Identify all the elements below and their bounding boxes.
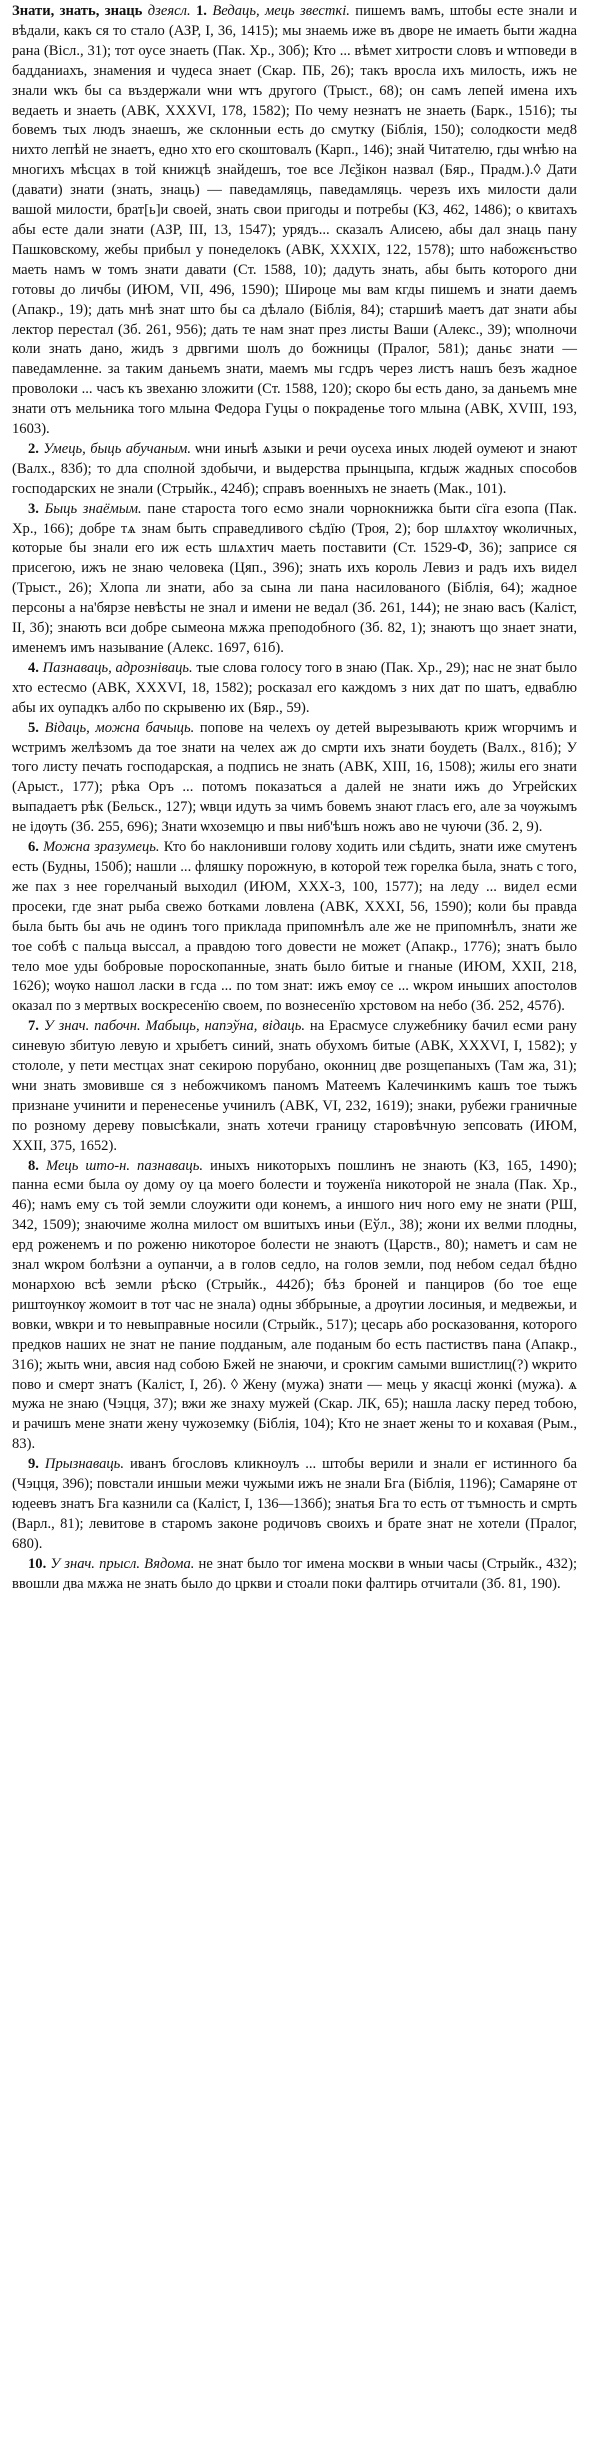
sense-definition: Можна зразумець.	[43, 839, 160, 856]
sense-text: пишемъ вамъ, штобы есте знали и вѣдали, какъ ся то стало (АЗР, I, 36, 1415); мы знаемь иже въ дворе не имаеть быти жадна рана (Віcл., 31); тот оусе знаеть (Пак. Хр., 30б); Кто ... вѣмет хитрости словъ и ѡтповеди в бадданиахъ, знамения и чудеса знает (Скар. ПБ, 26); такъ вросла ихъ милость, ижъ не знали ѡкъ бы са въздержали ѡни ѡтъ другого (Трыст., 68); он самъ лепей имена ихъ ведаеть и знаеть (АВК, XXXVI, 178, 1582); По чему незнатъ не знаеть (Барк., 1516); ты бовемъ тых людъ знаешъ, же склонныи есть до смутку (Біблія, 150); солодкости мед8 нихто лепѣй не знаетъ, едно хто его скоштовалъ (Карп., 146); знай Читателю, гды ѡнѣю на многихъ мѣсцах в той книжцѣ знайдешъ, тое все Лєѯiкон назвал (Бяр., Прадм.).◊ Дати (давати) знати (знать, знаць) — паведамляць, паведамляць. черезъ ихъ милости дали вашой милости, брат[ь]и своей, знать свои пригоды и потребы (КЗ, 462, 1486); о квитахъ абы есте дали знати (АЗР, III, 13, 1547); урядъ... сказалъ Алисею, абы дал знаць пану Пашковскому, жебы прибыл у понеделокъ (АВК, XXXIX, 122, 1578); што набожєнъство маеть намъ ѡ томъ знати давати (Ст. 1588, 10); дадуть знать, абы быть которого дни готовы до личбы (ИЮМ, VII, 496, 1590); Широце мы вам кгды пишемъ и знати даемъ (Апакр., 19); дать мнѣ знат што бы са дѣлало (Біблія, 84); старшиѣ маетъ дат знати абы лектор перестал (Зб. 261, 956); дать те нам знат през листы Ваши (Алекс., 39); ѡполночи коли знать дано, жидъ з дрвгими шолъ до божницы (Пралог, 581); даньє знати — паведамленне. за таким даньемъ знати, маемъ мы гсдръ через листъ нашъ безъ жадное проволоки ... часъ къ звеханю зложити (Ст. 1588, 120); скоро бы есть дано, за даньемъ мне знати отъ мельника того млына Федора Гуцы о покраденье того млына (АВК, XVIII, 193, 1603).	[12, 3, 578, 438]
sense-definition: У знач. прысл. Вядома.	[50, 1555, 195, 1572]
entry-sense-5	[12, 719, 577, 838]
entry-sense-9	[12, 1455, 577, 1555]
entry-sense-1	[12, 2, 577, 440]
sense-definition: Відаць, можна бачыць.	[44, 719, 195, 736]
dictionary-entry	[12, 2, 577, 1595]
sense-number: 2.	[28, 440, 39, 457]
sense-number: 9.	[28, 1456, 39, 1473]
sense-text: иныхъ никоторыхъ пошлинъ не знають (КЗ, 165, 1490); панна есми была оу дому оу ца моего болести и тоуженїа никоторой не знала (Пак. Хр., 46); намъ ему съ той земли слоужити оди конемъ, а иншого нич ного ему не знати (РШ, 342, 1509); знаючиме жолна милост ом вшитыхъ иньи (Еўл., 38); жони их велми плодны, ерд роженемъ и по роженю никоторое болести не знаютъ (Царств., 80); наметъ и сам не знал ѡкром болѣзни а оупанчи, а в голов седло, на голов земли, под небом седал бѣдно монархою всѣ земли рѣско (Стрыйк., 442б); бѣз броней и панциров (бо тое еще риштѹнкѹ жомоит в тот час не знала) одны зббрыные, а дрѹгии лосиныя, и медвежьи, и вовки, ѡвкри и то невыправные носили (Стрыйк., 517); цесарь або росказовання, которого предков наших не знат не пание подданым, але поданым бо есть пастиствъ пана (Апакр., 316); жыть ѡни, авсия над собою Бжей не знаючи, и срокгим самыми вшистлиц(?) ѡкрито пово и смерт знатъ (Каліст, I, 2б). ◊ Жену (мужа) знати — мець у якасці жонкі (мужа). ѧ мужа не знаю (Чэцця, 37); вжи же знаху мужей (Скар. ЛК, 65); нашла ласку перед тобою, и рачишъ мене знати жену чужоземку (Біблія, 104); Кто не знает жены то и кохавая (Рым., 83).	[12, 1157, 578, 1453]
sense-number: 6.	[28, 839, 39, 856]
headword: Знати, знать, знаць	[12, 3, 143, 19]
sense-number: 10.	[28, 1555, 47, 1572]
sense-definition: Пазнаваць, адрозніваць.	[42, 659, 193, 676]
sense-text: ѡни иныѣ ѧзыки и речи оусеха иных людей оумеют и знают (Валх., 83б); то дла сполной здобычи, и выдерства прынцыпа, кгдыж жадных способов господарских не знали (Стрыйк., 424б); справъ военныхъ не знаеть (Мак., 101).	[12, 440, 577, 497]
sense-text: иванъ бгословъ кликноулъ ... штобы верили и знали ег истинного ба (Чэцця, 396); повстали иншыи межи чужыми ижъ не знали Бга (Біблія, 1196); Самаряне от юдеевъ знатъ Бга казнили са (Каліст, I, 136—136б); знатья Бга то есть от тъмность и смрть (Варл., 81); левитове в старомъ законе родичовъ своихъ и брате знат не хотели (Пралог, 680).	[12, 1456, 578, 1552]
entry-sense-3	[12, 500, 577, 659]
sense-definition: Ведаць, мець звесткі.	[212, 3, 350, 19]
entry-sense-2	[12, 440, 577, 500]
entry-sense-7	[12, 1017, 577, 1156]
sense-number: 4.	[28, 659, 39, 676]
sense-number: 1.	[195, 3, 207, 19]
sense-number: 7.	[28, 1018, 39, 1035]
sense-number: 3.	[28, 500, 39, 517]
sense-text: на Ерасмусе служебнику бачил есми рану синевую збитую левую и хрыбетъ синий, знать обухомъ битые (АВК, XXXVI, I, 1582); у стололе, у пети местцах знат секирою порубано, оконниц две розщепаныхъ (Там жа, 31); ѡни знать змовивше ся з небожчикомъ паномъ Матеемъ Калечинкимъ кашъ тое тыжъ признане учинити и перенесенье учинилъ (АВК, VI, 232, 1619); знаки, рубежи граничные по розному дереву повысѣкали, знать хотечи границу старовѣчную зепсовать (ИЮМ, XXII, 375, 1652).	[12, 1018, 577, 1154]
sense-text: пане староста того есмо знали чорнокнижка быти сїга езопа (Пак. Хр., 166); добре тѧ знам быть справедливого сѣдїю (Троя, 2); бор шлѧхтѹ ѡколичных, которые бы знали его иж есть шлѧхтич маеть поставити (Ст. 1529-Ф, 36); заприсе ся присегою, ижъ не знаю человека (Цяп., 396); знать ихъ король Левиз и радъ ихъ видел (Трыст., 26); Хлопа ли знати, або за сына ли пана насилованого (Біблія, 64); жадное персоны а на'бярзе невѣсты не знал и имени не ведал (Зб. 261, 144); не знаю васъ (Каліст, II, 3б); знають вси добре сымеона мѫжа преподобного (Зб. 82, 1); знаютъ що знает знати, именемъ имъ называние (Алекс. 1697, 61б).	[12, 500, 577, 656]
sense-text: тые слова голосу того в знаю (Пак. Хр., 29); нас не знат было хто естесмо (АВК, XXXVI, 18, 1582); росказал его каждомъ з них дат по шатъ, едваблю абы их оупадкъ албо по скрывеню их (Бяр., 59).	[12, 659, 578, 716]
sense-definition: Мець што-н. пазнаваць.	[46, 1157, 203, 1174]
sense-definition: Быць знаёмым.	[44, 500, 142, 517]
entry-sense-4	[12, 659, 577, 719]
sense-definition: Прызнаваць.	[44, 1456, 124, 1473]
sense-number: 8.	[28, 1157, 39, 1174]
sense-definition: У знач. пабочн. Мабыць, напэўна, відаць.	[43, 1018, 305, 1035]
entry-sense-10	[12, 1555, 577, 1595]
entry-sense-6	[12, 838, 577, 1017]
sense-definition: Умець, быць абучаным.	[43, 440, 192, 457]
sense-text: попове на челехъ оу детей вырезывають криж ѡгорчимъ и ѡстримъ желѣзомъ да тое знати на челех аж до смрти ихъ знати боудеть (Валх., 81б); У того листу печать господарская, а подпись не знать (АВК, XIII, 16, 1508); жилы его знати (Арыст., 177); рѣка Оръ ... потомъ показаться а далей не знати ижъ до Угрейских выпадаетъ рѣк (Бельск., 127); ѡвци идуть за чимъ бовемъ знают гласъ его, але за чѹжымъ не ідѹть (Зб. 255, 696); Знати ѡхоземцю и пвы ниб'ѣшъ ножъ аво не чуючи (Зб. 2, 9).	[12, 719, 577, 836]
sense-text: Кто бо наклонивши голову ходить или сѣдить, знати иже смутенъ есть (Будны, 150б); нашли ... фляшку порожную, в которой теж горелка была, знать с того, же пах з нее горелчаный выходил (ИЮМ, XXX-3, 100, 1577); на леду ... видел есми просеки, где знат рыба свежо ботками ловлена (АВК, XXXI, 56, 1590); коли бы правда была быть бы ачь не одинъ того приклада припомнѣлъ але же не припомнѣлъ, знати же тое собѣ с пальца выссал, а правдою того довести не может (Апакр., 1776); знатъ было тело мое уды бобровые пороскопанные, знать было битые и гнаные (ИЮМ, XXII, 218, 1626); ѡѹко нашол ласки в гсда ... по том знат: ижъ емѹ се ... ѡкром иныших апостолов оказал по з мертвых воскресенїю своем, по вознесенїю хрстовом на небо (Зб. 252, 457б).	[12, 839, 577, 1015]
sense-number: 5.	[28, 719, 39, 736]
entry-sense-8	[12, 1157, 577, 1456]
grammar-label: дзеясл.	[147, 3, 191, 19]
sense-text: не знат было тог имена москви в ѡныи часы (Стрыйк., 432); ввошли два мѫжа не знать было до цркви и стоали поки фалтирь отчитали (Зб. 81, 190).	[12, 1555, 578, 1592]
